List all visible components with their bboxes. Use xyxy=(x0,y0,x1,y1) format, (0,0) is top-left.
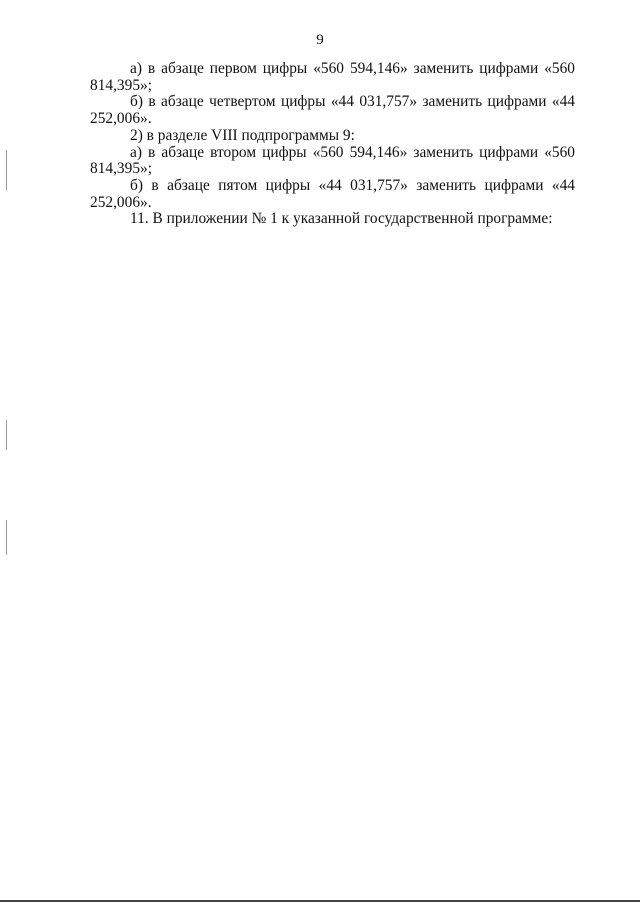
paragraph-section-viii-heading: 2) в разделе VIII подпрограммы 9: xyxy=(130,126,355,144)
scan-margin-mark xyxy=(6,150,7,190)
scan-bottom-edge xyxy=(0,900,640,902)
paragraph-amendment-a-first: а) в абзаце первом цифры «560 594,146» заменить цифрами «560 814,395»; xyxy=(90,60,575,94)
document-body xyxy=(90,61,575,228)
scan-margin-mark xyxy=(6,520,7,555)
paragraph-amendment-b-fourth: б) в абзаце четвертом цифры «44 031,757» заменить цифрами «44 252,006». xyxy=(90,93,575,128)
paragraph-appendix-1: 11. В приложении № 1 к указанной государственной программе: xyxy=(130,210,553,228)
page-number: 9 xyxy=(316,32,324,48)
scan-margin-mark xyxy=(6,420,7,450)
paragraph-amendment-a-second: а) в абзаце втором цифры «560 594,146» заменить цифрами «560 814,395»; xyxy=(90,143,575,178)
paragraph-amendment-b-fifth: б) в абзаце пятом цифры «44 031,757» заменить цифрами «44 252,006». xyxy=(90,176,575,211)
